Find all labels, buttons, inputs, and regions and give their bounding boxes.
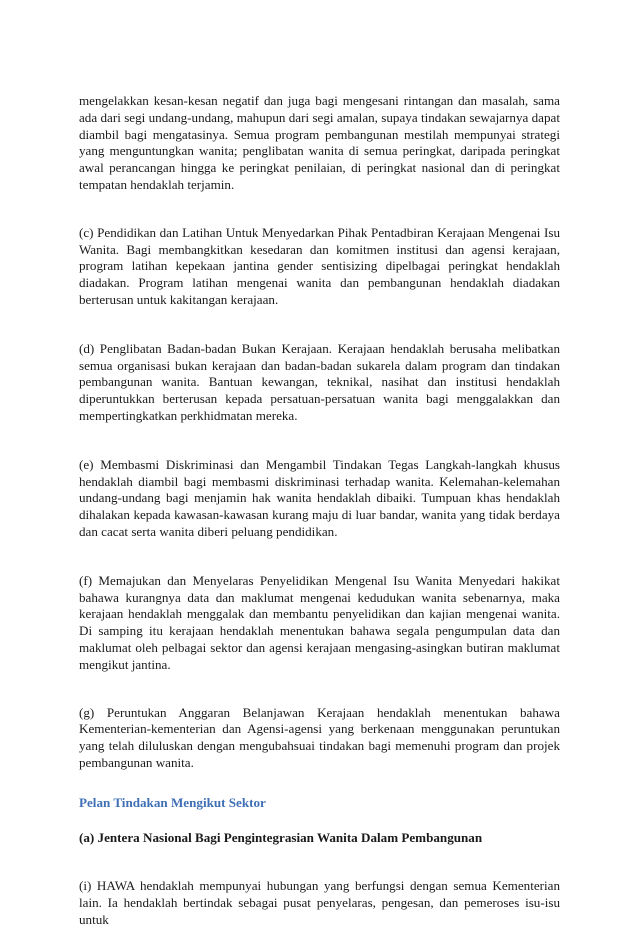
subsection-heading: (a) Jentera Nasional Bagi Pengintegrasian Wanita Dalam Pembangunan <box>79 829 483 845</box>
paragraph-c-education-training: (c) Pendidikan dan Latihan Untuk Menyedarkan Pihak Pentadbiran Kerajaan Mengenai Isu Wanita. Bagi membangkitkan kesedaran dan komitmen institusi dan agensi kerajaan, program latihan kepekaan jantina gender sentisizing dipelbagai peringkat hendaklah diadakan. Program latihan mengenai wanita dan pembangunan hendaklah diadakan berterusan untuk kakitangan kerajaan. <box>79 224 560 307</box>
section-heading: Pelan Tindakan Mengikut Sektor <box>79 794 266 810</box>
paragraph-f-research: (f) Memajukan dan Menyelaras Penyelidikan Mengenal Isu Wanita Menyedari hakikat bahawa kurangnya data dan maklumat mengenai kedudukan wanita sebenarnya, maka kerajaan hendaklah menggalak dan membantu penyelidikan dan kajian mengenai wanita. Di samping itu kerajaan hendaklah menentukan bahawa segala pengumpulan data dan maklumat oleh pelbagai sektor dan agensi kerajaan mengasing-asingkan butiran maklumat mengikut jantina. <box>79 572 560 672</box>
document-body <box>79 93 560 929</box>
paragraph-i-hawa: (i) HAWA hendaklah mempunyai hubungan yang berfungsi dengan semua Kementerian lain. Ia hendaklah bertindak sebagai pusat penyelaras, pengesan, dan pemeroses isu-isu untuk <box>79 878 560 927</box>
paragraph-continuation: mengelakkan kesan-kesan negatif dan juga bagi mengesani rintangan dan masalah, sama ada dari segi undang-undang, mahupun dari segi amalan, supaya tindakan sewajarnya dapat diambil bagi mengatasinya. Semua program pembangunan mestilah mempunyai strategi yang menguntungkan wanita; penglibatan wanita di semua peringkat, daripada peringkat awal perancangan hingga ke peringkat penilaian, di peringkat nasional dan di peringkat tempatan hendaklah terjamin. <box>79 93 560 192</box>
paragraph-e-eliminate-discrimination: (e) Membasmi Diskriminasi dan Mengambil Tindakan Tegas Langkah-langkah khusus hendaklah diambil bagi membasmi diskriminasi terhadap wanita. Kelemahan-kelemahan undang-undang bagi menjamin hak wanita hendaklah dibaiki. Tumpuan khas hendaklah dihalakan kepada kawasan-kawasan kurang maju di luar bandar, wanita yang tidak berdaya dan cacat serta wanita diberi peluang pendidikan. <box>79 456 560 539</box>
paragraph-d-ngo-involvement: (d) Penglibatan Badan-badan Bukan Kerajaan. Kerajaan hendaklah berusaha melibatkan semua organisasi bukan kerajaan dan badan-badan sukarela dalam program dan tindakan pembangunan wanita. Bantuan kewangan, teknikal, nasihat dan institusi hendaklah diperuntukkan berterusan kepada persatuan-persatuan wanita bagi menggalakkan dan mempertingkatkan perkhidmatan mereka. <box>79 340 560 423</box>
paragraph-g-budget-allocation: (g) Peruntukan Anggaran Belanjawan Kerajaan hendaklah menentukan bahawa Kementerian-kementerian dan Agensi-agensi yang berkenaan menggunakan peruntukan yang telah diluluskan dengan mengubahsuai tindakan bagi memenuhi program dan projek pembangunan wanita. <box>79 704 560 770</box>
